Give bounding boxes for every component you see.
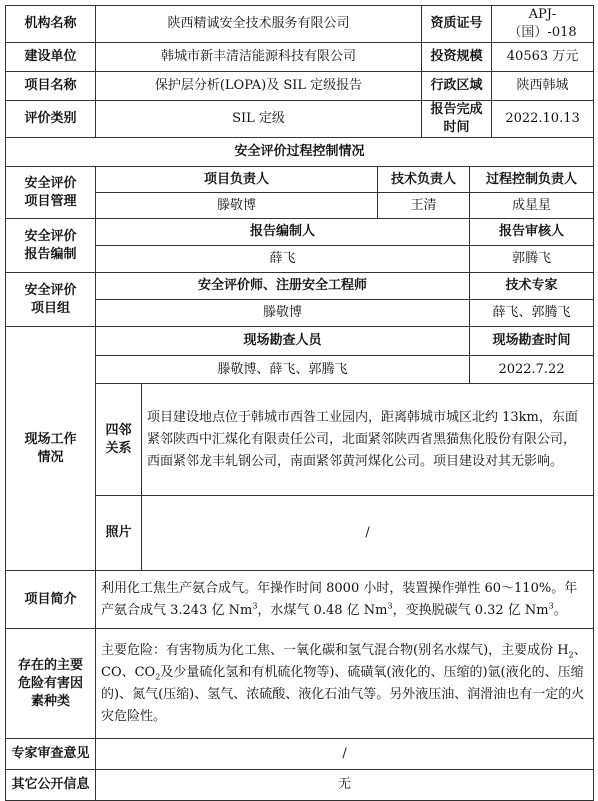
author-head: 报告编制人: [96, 219, 470, 246]
team-label: 安全评价 项目组: [6, 273, 96, 327]
invest-label: 投资规模: [422, 43, 492, 72]
region-label: 行政区域: [422, 72, 492, 101]
pm-value: 滕敬博: [96, 193, 378, 219]
ctrl-head: 过程控制负责人: [470, 167, 594, 193]
hazard-text: 主要危险：有害物质为化工焦、一氧化碳和氢气混合物(别名水煤气)，主要成份 $H_2$、CO、$CO_2$及少量硫化氢和有机硫化物等)、硫磺氧(液化的、压缩的)氩(液化的、压缩的)、氮气(压缩)、氢气、浓硫酸、液化石油气等。另外液压油、润滑油也有一定的火灾危险性。: [96, 629, 594, 739]
cert-value: APJ-（国）-018: [492, 6, 594, 43]
ctrl-value: 成星星: [470, 193, 594, 219]
staff-value: 滕敬博、薛飞、郭腾飞: [96, 356, 470, 384]
team-head: 安全评价师、注册安全工程师: [96, 273, 470, 300]
intro-label: 项目简介: [6, 571, 96, 629]
other-info-label: 其它公开信息: [6, 770, 96, 801]
eval-value: SIL 定级: [96, 101, 422, 138]
row-unit: [6, 43, 594, 72]
hazard-label: 存在的主要 危险有害因 素种类: [6, 629, 96, 739]
team-value: 滕敬博: [96, 300, 470, 327]
eval-label: 评价类别: [6, 101, 96, 138]
row-eval: [6, 101, 594, 138]
date-label: 报告完成时间: [422, 101, 492, 138]
reviewer-value: 郭腾飞: [470, 246, 594, 273]
time-value: 2022.7.22: [470, 356, 594, 384]
bounds-text: 项目建设地点位于韩城市西昝工业园内，距离韩城市城区北约 13km，东面紧邻陕西中汇煤化有限责任公司，北面紧邻陕西省黑猫焦化股份有限公司，西面紧邻龙丰轧钢公司，南面紧邻黄河煤化公司。项目建设对其无影响。: [142, 384, 594, 496]
tech-head: 技术负责人: [378, 167, 470, 193]
row-process-title: [6, 138, 594, 167]
expert-value: 薛飞、郭腾飞: [470, 300, 594, 327]
bounds-label: 四邻 关系: [96, 384, 142, 496]
staff-head: 现场勘查人员: [96, 327, 470, 356]
row-intro: [6, 571, 594, 629]
site-label: 现场工作 情况: [6, 327, 96, 571]
info-table: [5, 5, 594, 801]
region-value: 陕西韩城: [492, 72, 594, 101]
project-value: 保护层分析(LOPA)及 SIL 定级报告: [96, 72, 422, 101]
row-site-head: [6, 327, 594, 356]
row-hazard: [6, 629, 594, 739]
row-team-head: [6, 273, 594, 300]
row-expert: [6, 739, 594, 770]
row-report-head: [6, 219, 594, 246]
mgmt-label: 安全评价 项目管理: [6, 167, 96, 219]
other-info-value: 无: [96, 770, 594, 801]
row-mgmt-head: [6, 167, 594, 193]
expert-opinion-label: 专家审查意见: [6, 739, 96, 770]
photo-value: /: [142, 496, 594, 571]
author-value: 薛飞: [96, 246, 470, 273]
project-label: 项目名称: [6, 72, 96, 101]
row-org: [6, 6, 594, 43]
pm-head: 项目负责人: [96, 167, 378, 193]
tech-value: 王清: [378, 193, 470, 219]
reviewer-head: 报告审核人: [470, 219, 594, 246]
intro-text: 利用化工焦生产氨合成气。年操作时间 8000 小时，装置操作弹性 60～110%。年产氨合成气 3.243 亿 Nm$^3$，水煤气 0.48 亿 Nm$^3$，变换脱碳气 0.32 亿 Nm$^3$。: [96, 571, 594, 629]
row-project: [6, 72, 594, 101]
unit-label: 建设单位: [6, 43, 96, 72]
expert-opinion-value: /: [96, 739, 594, 770]
unit-value: 韩城市新丰清洁能源科技有限公司: [96, 43, 422, 72]
report-form: [5, 5, 593, 801]
cert-label: 资质证号: [422, 6, 492, 43]
time-head: 现场勘查时间: [470, 327, 594, 356]
invest-value: 40563 万元: [492, 43, 594, 72]
org-label: 机构名称: [6, 6, 96, 43]
org-value: 陕西精诚安全技术服务有限公司: [96, 6, 422, 43]
date-value: 2022.10.13: [492, 101, 594, 138]
report-label: 安全评价 报告编制: [6, 219, 96, 273]
process-title: 安全评价过程控制情况: [6, 138, 594, 167]
photo-label: 照片: [96, 496, 142, 571]
expert-head: 技术专家: [470, 273, 594, 300]
